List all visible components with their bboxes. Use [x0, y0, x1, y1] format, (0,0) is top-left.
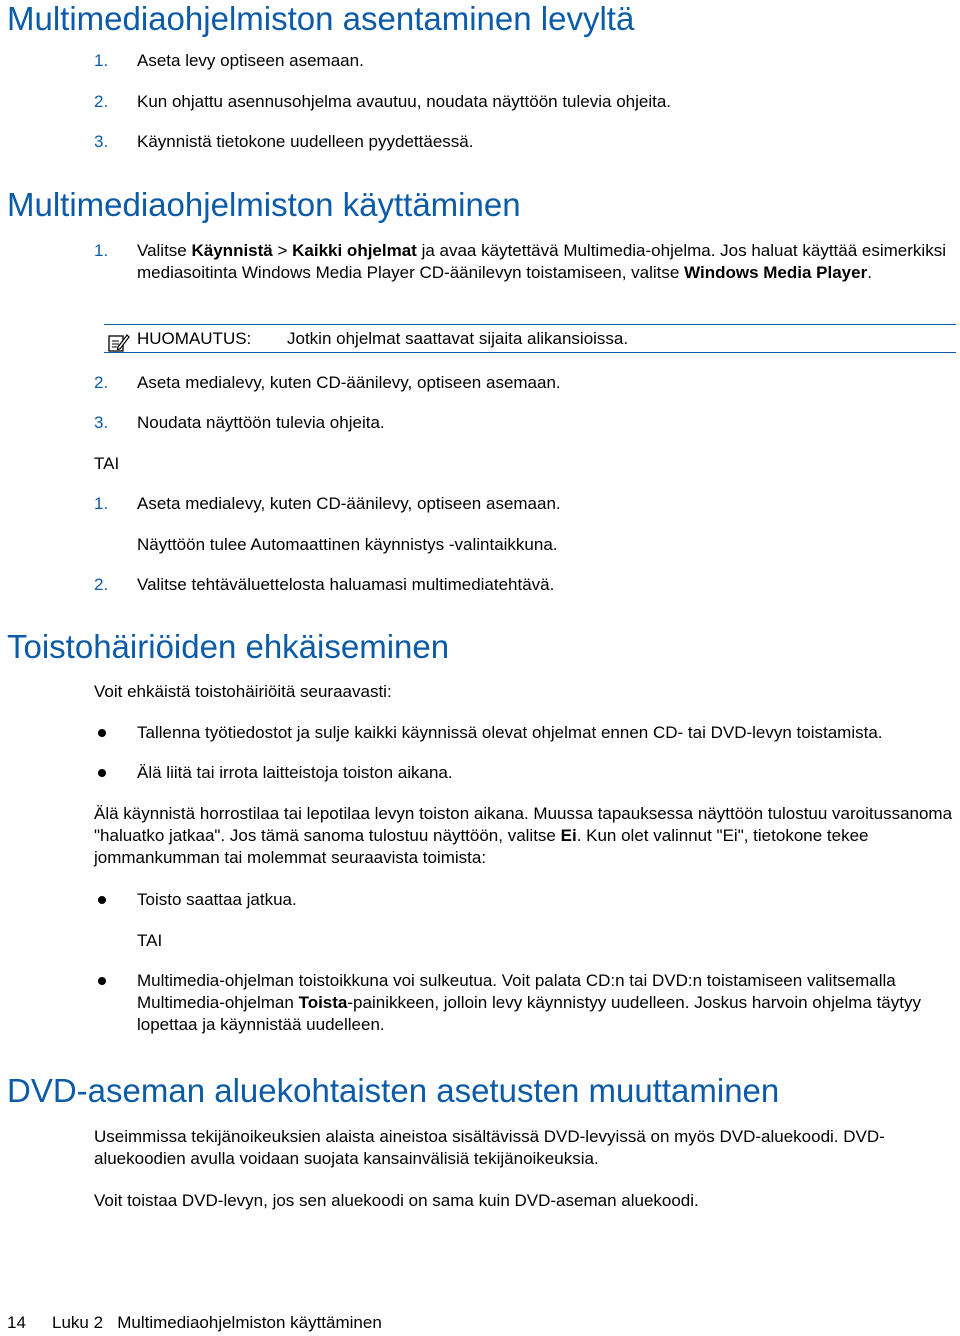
bullet-dot [98, 977, 106, 985]
section-title-install: Multimediaohjelmiston asentaminen levyltä [7, 0, 635, 37]
footer-chapter: Luku 2 Multimediaohjelmiston käyttäminen [52, 1313, 382, 1332]
intro-text: Voit ehkäistä toistohäiriöitä seuraavasti: [94, 682, 392, 701]
page-number: 14 [7, 1313, 26, 1332]
step-text: Käynnistä tietokone uudelleen pyydettäessä. [137, 132, 474, 151]
bullet-text: Älä liitä tai irrota laitteistoja toiston aikana. [137, 763, 453, 782]
bullet-text: Multimedia-ohjelman toistoikkuna voi sulkeutua. Voit palata CD:n tai DVD:n toistamiseen valitsemalla Multimedia-ohjelman Toista-painikkeen, jolloin levy käynnistyy uudelleen. Joskus harvoin ohjelma täytyy lopettaa ja käynnistää uudelleen. [137, 971, 921, 1034]
or-label: TAI [137, 931, 163, 950]
step-number: 3. [94, 413, 109, 432]
note-label: HUOMAUTUS: [137, 329, 252, 348]
step-text: Aseta medialevy, kuten CD-äänilevy, optiseen asemaan. [137, 494, 561, 513]
bullet-text: Toisto saattaa jatkua. [137, 890, 297, 909]
step-subtext: Näyttöön tulee Automaattinen käynnistys -valintaikkuna. [137, 535, 558, 554]
step-number: 3. [94, 132, 109, 151]
step-number: 2. [94, 373, 109, 392]
section-title-use: Multimediaohjelmiston käyttäminen [7, 186, 521, 223]
section-title-region: DVD-aseman aluekohtaisten asetusten muuttaminen [7, 1072, 780, 1109]
note-icon [108, 333, 130, 358]
step-number: 2. [94, 575, 109, 594]
step-text: Kun ohjattu asennusohjelma avautuu, noudata näyttöön tulevia ohjeita. [137, 92, 672, 111]
paragraph: Useimmissa tekijänoikeuksien alaista aineistoa sisältävissä DVD-levyissä on myös DVD-aluekoodi. DVD-aluekoodien avulla voidaan suojata kansainvälisiä tekijänoikeuksia. [94, 1127, 885, 1168]
step-text: Valitse tehtäväluettelosta haluamasi multimediatehtävä. [137, 575, 555, 594]
step-number: 1. [94, 494, 109, 513]
step-text: Valitse Käynnistä > Kaikki ohjelmat ja avaa käytettävä Multimedia-ohjelma. Jos haluat käyttää esimerkiksi mediasoitinta Windows Media Player CD-äänilevyn toistamiseen, valitse Windows Media Player. [137, 241, 946, 282]
bullet-dot [98, 729, 106, 737]
step-text: Aseta levy optiseen asemaan. [137, 51, 364, 70]
step-number: 1. [94, 241, 109, 260]
step-number: 1. [94, 51, 109, 70]
paragraph: Älä käynnistä horrostilaa tai lepotilaa levyn toiston aikana. Muussa tapauksessa näyttöön tulostuu varoitussanoma "haluatko jatkaa". Jos tämä sanoma tulostuu näyttöön, valitse Ei. Kun olet valinnut "Ei", tietokone tekee jommankumman tai molemmat seuraavista toimista: [94, 804, 953, 867]
paragraph: Voit toistaa DVD-levyn, jos sen aluekoodi on sama kuin DVD-aseman aluekoodi. [94, 1191, 699, 1210]
bullet-text: Tallenna työtiedostot ja sulje kaikki käynnissä olevat ohjelmat ennen CD- tai DVD-levyn toistamista. [137, 723, 883, 742]
step-text: Aseta medialevy, kuten CD-äänilevy, optiseen asemaan. [137, 373, 561, 392]
note-text: Jotkin ohjelmat saattavat sijaita alikansioissa. [287, 329, 629, 348]
note-bottom-rule [104, 352, 956, 353]
section-title-prevent: Toistohäiriöiden ehkäiseminen [7, 628, 450, 665]
step-number: 2. [94, 92, 109, 111]
note-top-rule [104, 324, 956, 325]
bullet-dot [98, 769, 106, 777]
bullet-dot [98, 896, 106, 904]
step-text: Noudata näyttöön tulevia ohjeita. [137, 413, 385, 432]
or-label: TAI [94, 454, 120, 473]
